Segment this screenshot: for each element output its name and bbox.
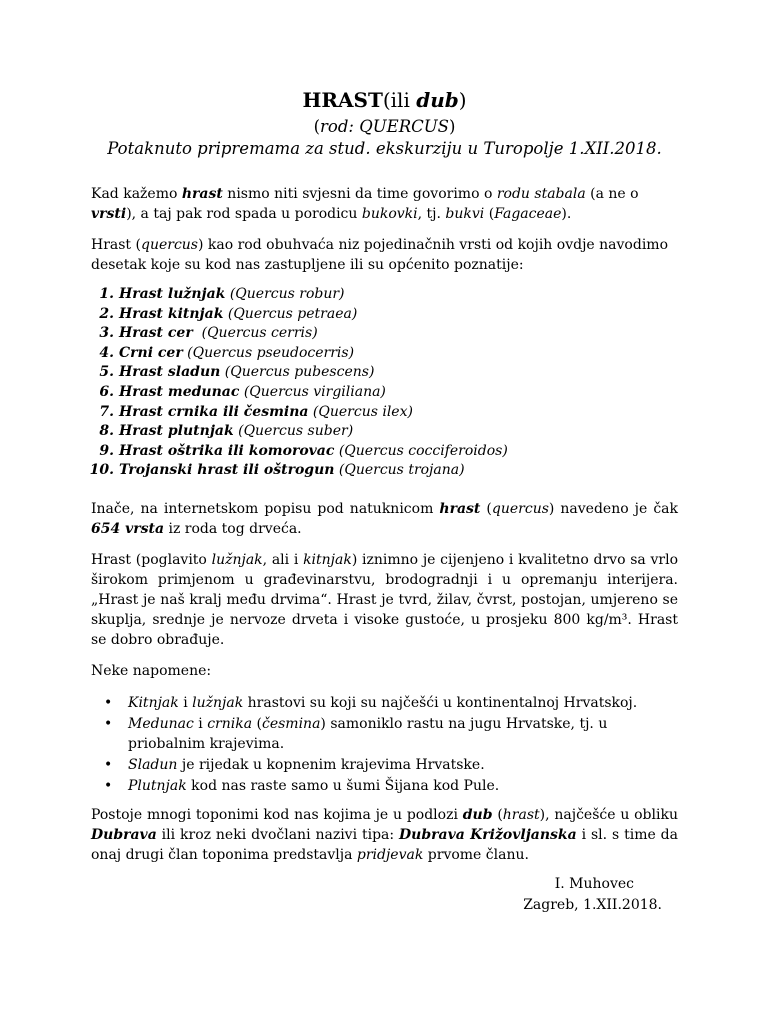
species-list: [91, 285, 678, 481]
document-occasion: Potaknuto pripremama za stud. ekskurziju u Turopolje 1.XII.2018.: [107, 139, 662, 158]
list-item: 8. Hrast plutnjak (Quercus suber): [99, 423, 354, 440]
quality-paragraph: Hrast (poglavito lužnjak, ali i kitnjak) iznimno je cijenjeno i kvalitetno drvo sa vrlo širokom primjenom u građevinarstvu, brodogradnji i u opremanju interijera. „Hrast je naš kralj među drvima“. Hrast je tvrd, žilav, čvrst, postojan, umjereno se skuplja, srednje je nervoze drveta i visoke gustoće, u prosjeku 800 kg/m³. Hrast se dobro obrađuje.: [91, 551, 678, 648]
signature-block: [91, 874, 678, 916]
signature-author: I. Muhovec: [554, 875, 634, 892]
list-item: 2. Hrast kitnjak (Quercus petraea): [99, 305, 358, 322]
list-item: • Medunac i crnika (česmina) samoniklo rastu na jugu Hrvatske, tj. u priobalnim krajevima.: [104, 715, 608, 752]
intro-paragraph: Kad kažemo hrast nismo niti svjesni da time govorimo o rodu stabala (a ne o vrsti), a taj pak rod spada u porodicu bukovki, tj. bukvi (Fagaceae).: [91, 186, 639, 222]
list-item: • Plutnjak kod nas raste samo u šumi Šijana kod Pule.: [104, 777, 500, 794]
list-item: • Kitnjak i lužnjak hrastovi su koji su najčešći u kontinentalnoj Hrvatskoj.: [104, 694, 638, 711]
count-paragraph: Inače, na internetskom popisu pod natuknicom hrast (quercus) navedeno je čak 654 vrsta iz roda tog drveća.: [91, 500, 679, 537]
notes-heading: Neke napomene:: [91, 662, 212, 679]
document-title: HRAST(ili dub): [302, 88, 467, 112]
list-item: • Sladun je rijedak u kopnenim krajevima Hrvatske.: [104, 756, 485, 773]
list-item: 4. Crni cer (Quercus pseudocerris): [99, 344, 355, 361]
toponym-paragraph: Postoje mnogi toponimi kod nas kojima je u podlozi dub (hrast), najčešće u obliku Dubrava ili kroz neki dvočlani nazivi tipa: Dubrava Križovljanska i sl. s time da onaj drugi član toponima predstavlja pridjevak prvome članu.: [91, 806, 678, 863]
list-item: 9. Hrast oštrika ili komorovac (Quercus cocciferoidos): [99, 442, 508, 459]
document-subtitle: (rod: QUERCUS): [313, 117, 456, 136]
list-item: 5. Hrast sladun (Quercus pubescens): [99, 364, 375, 381]
genus-paragraph: Hrast (quercus) kao rod obuhvaća niz pojedinačnih vrsti od kojih ovdje navodimo desetak koje su kod nas zastupljene ili su općenito poznatije:: [91, 237, 668, 273]
signature-place-date: Zagreb, 1.XII.2018.: [523, 896, 662, 913]
bullet-icon: •: [104, 756, 113, 773]
notes-list: [91, 693, 678, 796]
list-item: 7. Hrast crnika ili česmina (Quercus ilex): [99, 403, 413, 420]
list-item: 3. Hrast cer (Quercus cerris): [99, 325, 318, 342]
bullet-icon: •: [104, 694, 113, 711]
list-item: 10. Trojanski hrast ili oštrogun (Quercus trojana): [89, 462, 465, 479]
list-item: 1. Hrast lužnjak (Quercus robur): [99, 286, 345, 302]
bullet-icon: •: [104, 715, 113, 732]
bullet-icon: •: [104, 777, 113, 794]
list-item: 6. Hrast medunac (Quercus virgiliana): [99, 383, 386, 400]
document-page: [91, 88, 678, 916]
